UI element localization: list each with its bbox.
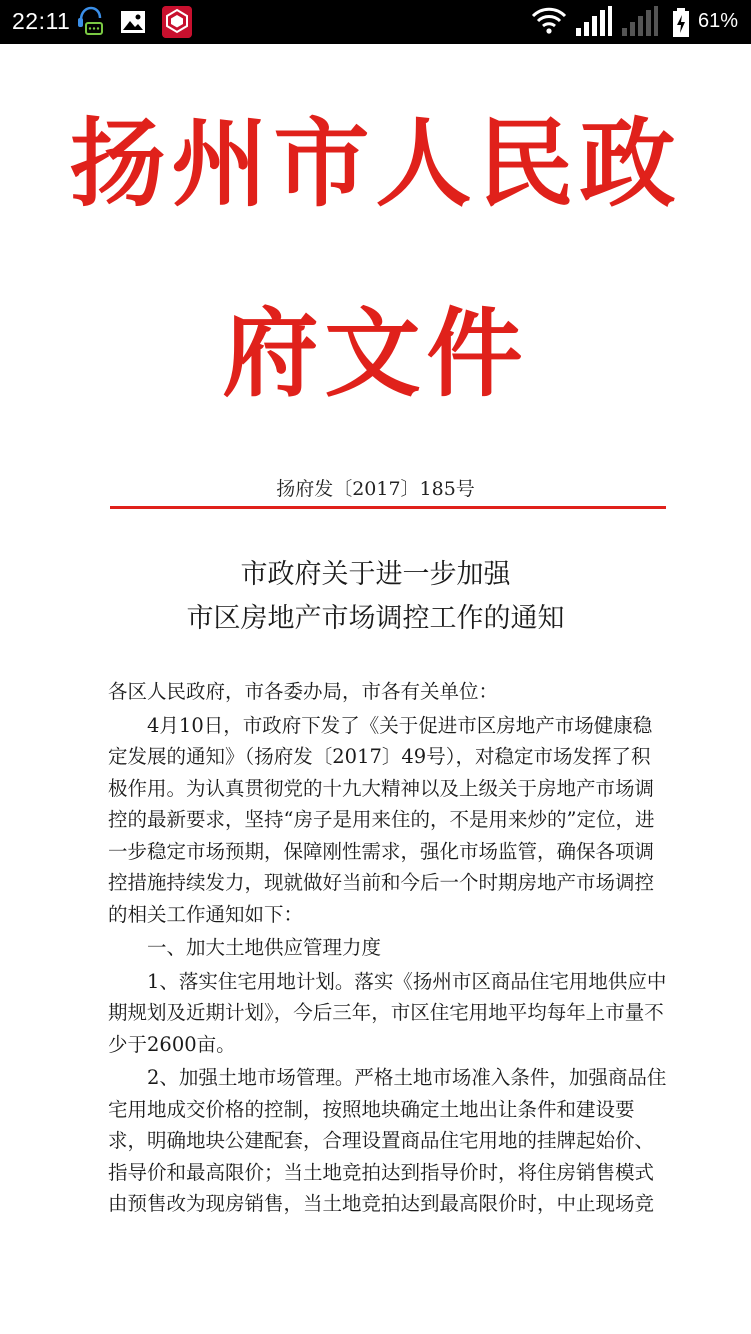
document-number: 扬府发〔2017〕185号 — [276, 478, 475, 500]
status-bar — [0, 0, 751, 44]
paragraph: 1、落实住宅用地计划。落实《扬州市区商品住宅用地供应中期规划及近期计划》，今后三年，市区住宅用地平均每年上市量不少于2600亩。 — [108, 969, 667, 1056]
wifi-icon — [530, 6, 568, 36]
battery-percentage: 61% — [698, 10, 739, 32]
battery-icon — [672, 8, 690, 38]
document-page[interactable] — [0, 44, 751, 1334]
paragraph: 2、加强土地市场管理。严格土地市场准入条件，加强商品住宅用地成交价格的控制，按照地块确定土地出让条件和建设要求，明确地块公建配套，合理设置商品住宅用地的挂牌起始价、指导价和最高限价；当土地竞拍达到指导价时，将住房销售模式由预售改为现房销售，当土地竞拍达到最高限价时，中止现场竞 — [108, 1066, 667, 1215]
signal-icon — [574, 6, 614, 38]
document-body — [108, 676, 668, 1222]
chat-notification-icon — [76, 6, 104, 36]
image-icon — [120, 10, 146, 34]
salutation: 各区人民政府，市各委办局，市各有关单位： — [108, 680, 499, 703]
signal-icon-2 — [620, 6, 660, 38]
app-notification-icon — [162, 6, 192, 38]
section-heading: 一、加大土地供应管理力度 — [147, 936, 382, 959]
status-time: 22:11 — [12, 8, 71, 34]
issuer-heading-line1: 扬州市人民政 — [69, 108, 682, 220]
red-divider — [110, 506, 666, 509]
issuer-heading-line2: 府文件 — [222, 298, 529, 410]
document-title-line1: 市政府关于进一步加强 — [240, 559, 511, 590]
paragraph: 4月10日，市政府下发了《关于促进市区房地产市场健康稳定发展的通知》（扬府发〔2017〕49号），对稳定市场发挥了积极作用。为认真贯彻党的十九大精神以及上级关于房地产市场调控的最新要求，坚持“房子是用来住的，不是用来炒的”定位，进一步稳定市场预期，保障刚性需求，强化市场监管，确保各项调控措施持续发力，现就做好当前和今后一个时期房地产市场调控的相关工作通知如下： — [108, 713, 655, 926]
document-title-line2: 市区房地产市场调控工作的通知 — [186, 603, 565, 634]
